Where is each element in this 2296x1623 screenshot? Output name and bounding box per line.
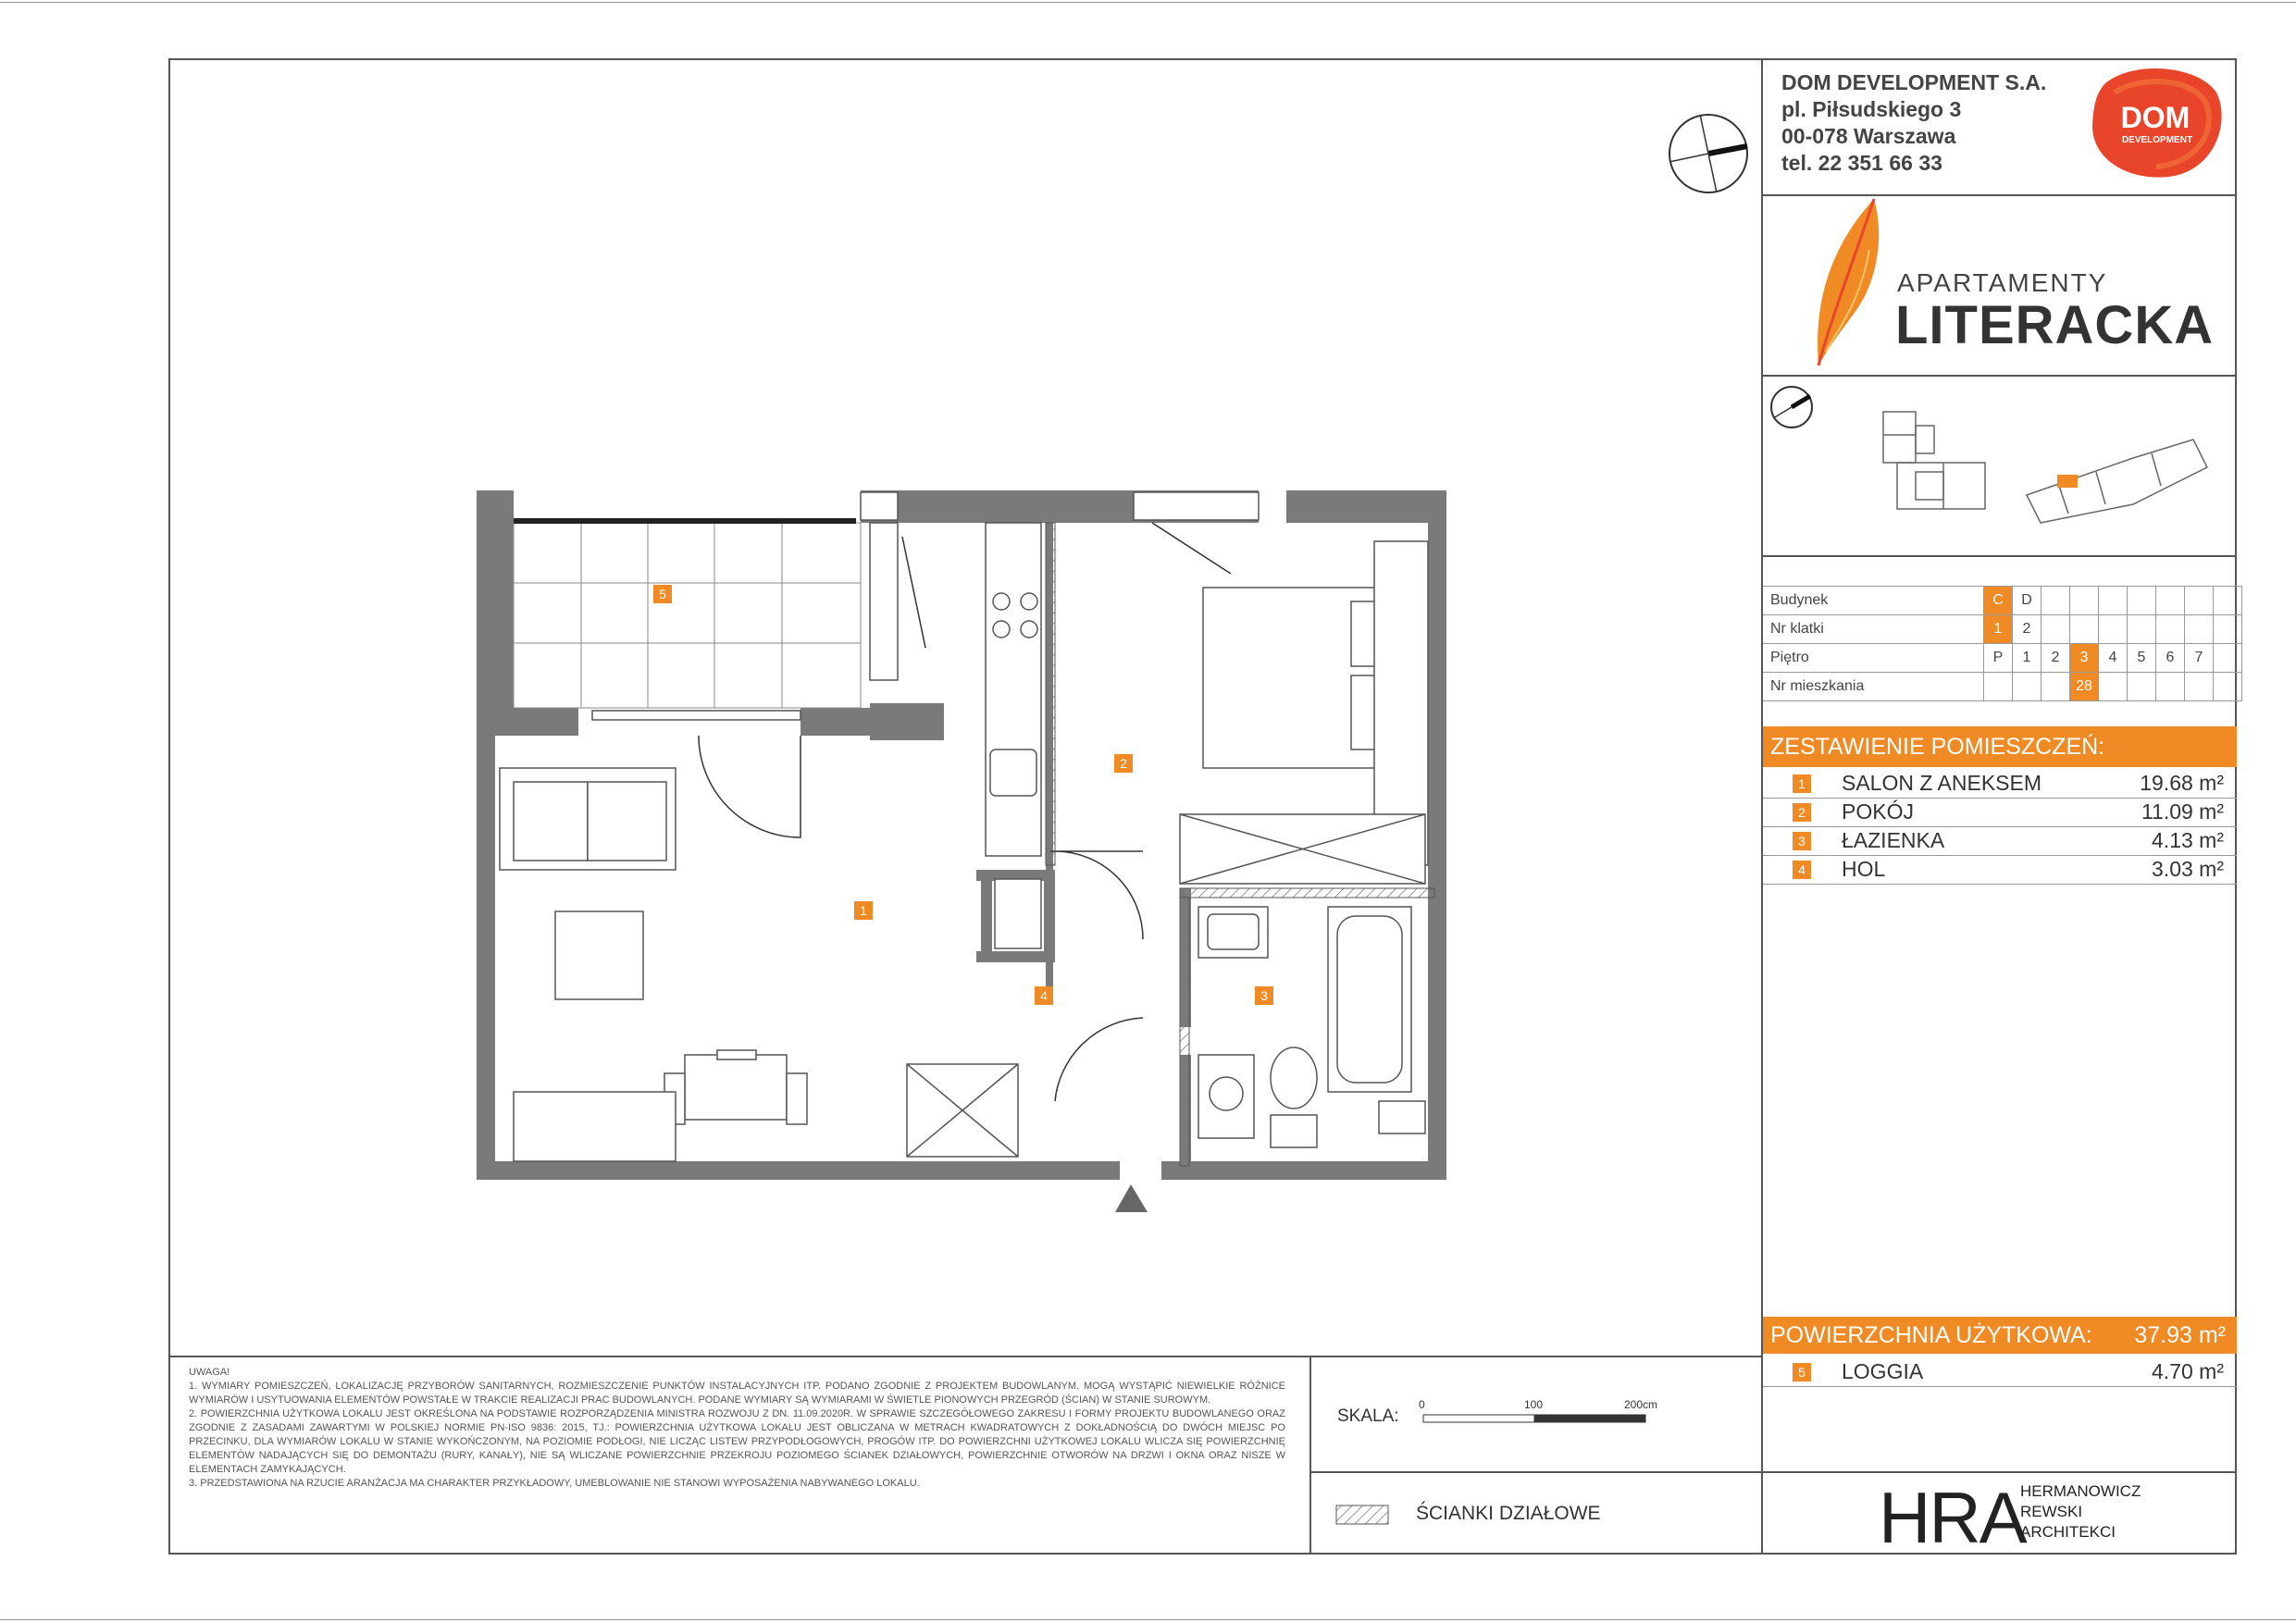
param-cell bbox=[1984, 673, 2013, 701]
company-phone: tel. 22 351 66 33 bbox=[1781, 151, 1942, 175]
sidebar-line-3 bbox=[1761, 555, 2237, 557]
room-name: SALON Z ANEKSEM bbox=[1842, 771, 2042, 795]
room-row bbox=[1763, 769, 2237, 799]
param-cell bbox=[2156, 587, 2185, 615]
param-row bbox=[1763, 615, 2242, 644]
architect-logo: HRA bbox=[1879, 1477, 2026, 1558]
architect-line-1: HERMANOWICZ bbox=[2020, 1482, 2141, 1500]
param-cell bbox=[2185, 615, 2214, 644]
company-city: 00-078 Warszawa bbox=[1781, 124, 1956, 148]
compass-icon bbox=[1666, 111, 1751, 196]
floor-plan bbox=[463, 481, 1462, 1212]
loggia-area: 4.70 m² bbox=[2152, 1359, 2224, 1383]
sidebar-line-4 bbox=[1761, 1471, 2237, 1473]
room-number: 3 bbox=[1793, 832, 1811, 850]
plan-tag-2: 2 bbox=[1114, 754, 1133, 773]
param-cell bbox=[2214, 644, 2242, 673]
sidebar-line-2 bbox=[1761, 375, 2237, 377]
room-number: 1 bbox=[1793, 774, 1811, 793]
param-cell: P bbox=[1984, 644, 2013, 673]
bottom-rule bbox=[0, 1619, 2296, 1620]
room-name: POKÓJ bbox=[1842, 799, 1914, 824]
note-2: 2. POWIERZCHNIA UŻYTKOWA LOKALU JEST OKREŚLONA NA PODSTAWIE ROZPORZĄDZENIA MINISTRA ROZWOJU Z DN. 11.09.2020R. W SPRAWIE SZCZEGÓŁOWEGO ZAKRESU I FORMY PROJEKTU BUDOWLANEGO ORAZ ZGODNIE Z ZASADAMI ZAWARTYMI W POLSKIEJ NORMIE PN-ISO 9836: 2015, TJ.: POWIERZCHNIA UŻYTKOWA LOKALU JEST OBLICZANA W METRACH KWADRATOWYCH Z DOKŁADNOŚCIĄ DO DWÓCH MIEJSC PO PRZECINKU, DLA WYMIARÓW LOKALU W STANIE WYKOŃCZONYM, NA POZIOMIE PODŁOGI, NIE LICZĄC LISTEW PRZYPODŁOGOWYCH, PROGÓW ITP. DO POWIERZCHNI UŻYTKOWEJ LOKALU WLICZA SIĘ POWIERZCHNIĘ ELEMENTÓW NADAJĄCYCH SIĘ DO DEMONTAŻU (RURY, KANAŁY), NIE SĄ WLICZANE POWIERZCHNIE PRZEKROJU POZIOMEGO ŚCIANEK DZIAŁOWYCH, POWIERZCHNIE OTWORÓW NA DRZWI I OKNA ORAZ NISZE W ELEMENTACH ZAMYKAJĄCYCH. bbox=[189, 1408, 1285, 1475]
param-cell: 28 bbox=[2070, 673, 2099, 701]
company-name: DOM DEVELOPMENT S.A. bbox=[1781, 70, 2047, 94]
param-cell: 4 bbox=[2099, 644, 2128, 673]
architect-names bbox=[2020, 1481, 2141, 1542]
parameters-table bbox=[1763, 586, 2242, 701]
param-cell bbox=[2013, 673, 2042, 701]
param-cell: 2 bbox=[2042, 644, 2070, 673]
feather-icon bbox=[1809, 194, 1893, 370]
note-1: 1. WYMIARY POMIESZCZEŃ, LOKALIZACJĘ PRZYBORÓW SANITARNYCH, ROZMIESZCZENIE PUNKTÓW INSTALACYJNYCH ITP. PODANO ZGODNIE Z PROJEKTEM BUDOWLANYM. MOGĄ WYSTĄPIĆ NIEWIELKIE RÓŻNICE WYMIARÓW I USYTUOWANIA ELEMENTÓW POWSTAŁE W TRAKCIE REALIZACJI PRAC BUDOWLANYCH. PODANE WYMIARY SĄ WYMIARAMI W ŚWIETLE PIONOWYCH PRZEGRÓD (ŚCIAN) W STANIE SUROWYM. bbox=[189, 1381, 1285, 1406]
partition-legend-swatch bbox=[1335, 1501, 1391, 1529]
dom-development-logo bbox=[2087, 65, 2224, 180]
svg-text:DOM: DOM bbox=[2120, 101, 2191, 134]
scale-tick-200: 200cm bbox=[1624, 1398, 1658, 1411]
param-cell: 1 bbox=[2013, 644, 2042, 673]
param-cell bbox=[2128, 673, 2156, 701]
param-cell bbox=[2128, 615, 2156, 644]
room-area: 4.13 m² bbox=[2152, 828, 2224, 852]
room-number: 4 bbox=[1793, 861, 1811, 879]
room-row bbox=[1763, 855, 2237, 885]
param-cell: 3 bbox=[2070, 644, 2099, 673]
room-area: 19.68 m² bbox=[2140, 771, 2224, 795]
param-label: Budynek bbox=[1763, 587, 1984, 615]
usable-area-value: 37.93 m² bbox=[2134, 1322, 2226, 1348]
usable-area-bar bbox=[1763, 1317, 2237, 1354]
param-label: Piętro bbox=[1763, 644, 1984, 673]
param-cell bbox=[2156, 673, 2185, 701]
loggia-tiles bbox=[514, 523, 861, 708]
param-cell bbox=[2042, 587, 2070, 615]
loggia-name: LOGGIA bbox=[1842, 1359, 1924, 1383]
svg-text:DEVELOPMENT: DEVELOPMENT bbox=[2121, 135, 2193, 145]
room-number: 2 bbox=[1793, 803, 1811, 822]
param-row bbox=[1763, 587, 2242, 615]
keyplan-building-1 bbox=[1879, 407, 1990, 523]
architect-line-2: REWSKI bbox=[2020, 1503, 2083, 1520]
param-cell bbox=[2214, 587, 2242, 615]
param-row bbox=[1763, 644, 2242, 673]
scale-legend-divider bbox=[1309, 1471, 1763, 1473]
note-3: 3. PRZEDSTAWIONA NA RZUCIE ARANŻACJA MA CHARAKTER PRZYKŁADOWY, UMEBLOWANIE NIE STANOWI WYPOSAŻENIA NABYWANEGO LOKALU. bbox=[189, 1478, 920, 1489]
room-row bbox=[1763, 798, 2237, 827]
param-cell: 7 bbox=[2185, 644, 2214, 673]
room-name: ŁAZIENKA bbox=[1842, 828, 1945, 852]
legend-label: ŚCIANKI DZIAŁOWE bbox=[1416, 1503, 1601, 1524]
room-area: 3.03 m² bbox=[2152, 857, 2224, 881]
param-cell bbox=[2099, 615, 2128, 644]
rooms-title: ZESTAWIENIE POMIESZCZEŃ: bbox=[1770, 734, 2105, 760]
param-cell bbox=[2185, 587, 2214, 615]
scale-bar bbox=[1422, 1413, 1654, 1426]
param-cell bbox=[2156, 615, 2185, 644]
param-cell: 1 bbox=[1984, 615, 2013, 644]
room-row bbox=[1763, 826, 2237, 856]
param-cell: 6 bbox=[2156, 644, 2185, 673]
top-rule bbox=[0, 2, 2296, 3]
scale-tick-100: 100 bbox=[1524, 1398, 1544, 1411]
rooms-header bbox=[1763, 726, 2237, 767]
footer-divider bbox=[168, 1356, 1763, 1357]
param-cell: 5 bbox=[2128, 644, 2156, 673]
param-cell: 2 bbox=[2013, 615, 2042, 644]
usable-area-label: POWIERZCHNIA UŻYTKOWA: bbox=[1770, 1322, 2092, 1348]
keyplan-building-2 bbox=[2022, 421, 2212, 527]
plan-tag-4: 4 bbox=[1035, 986, 1053, 1005]
plan-tag-3: 3 bbox=[1255, 986, 1273, 1005]
plan-tag-1: 1 bbox=[854, 901, 873, 920]
project-brand-large: LITERACKA bbox=[1895, 295, 2215, 355]
param-cell: D bbox=[2013, 587, 2042, 615]
param-cell bbox=[2042, 673, 2070, 701]
param-label: Nr mieszkania bbox=[1763, 673, 1984, 701]
param-cell bbox=[2214, 615, 2242, 644]
param-cell bbox=[2099, 587, 2128, 615]
loggia-row bbox=[1763, 1357, 2237, 1387]
scale-label: SKALA: bbox=[1337, 1406, 1399, 1426]
param-cell bbox=[2214, 673, 2242, 701]
keyplan-compass-icon bbox=[1766, 381, 1821, 437]
loggia-number: 5 bbox=[1793, 1363, 1811, 1381]
notes-title: UWAGA! bbox=[189, 1367, 230, 1378]
param-cell bbox=[2185, 673, 2214, 701]
project-brand-small: APARTAMENTY bbox=[1897, 268, 2108, 297]
param-cell bbox=[2070, 615, 2099, 644]
room-name: HOL bbox=[1842, 857, 1886, 881]
notes-block bbox=[189, 1366, 1285, 1491]
scale-tick-0: 0 bbox=[1419, 1398, 1425, 1411]
param-cell: C bbox=[1984, 587, 2013, 615]
scale-divider bbox=[1309, 1356, 1311, 1555]
company-address bbox=[1781, 69, 2046, 177]
architect-line-3: ARCHITEKCI bbox=[2020, 1523, 2116, 1541]
param-cell bbox=[2099, 673, 2128, 701]
param-cell bbox=[2042, 615, 2070, 644]
param-row bbox=[1763, 673, 2242, 701]
param-label: Nr klatki bbox=[1763, 615, 1984, 644]
plan-tag-5: 5 bbox=[653, 585, 672, 603]
param-cell bbox=[2128, 587, 2156, 615]
param-cell bbox=[2070, 587, 2099, 615]
room-area: 11.09 m² bbox=[2141, 799, 2224, 824]
company-street: pl. Piłsudskiego 3 bbox=[1781, 97, 1962, 121]
